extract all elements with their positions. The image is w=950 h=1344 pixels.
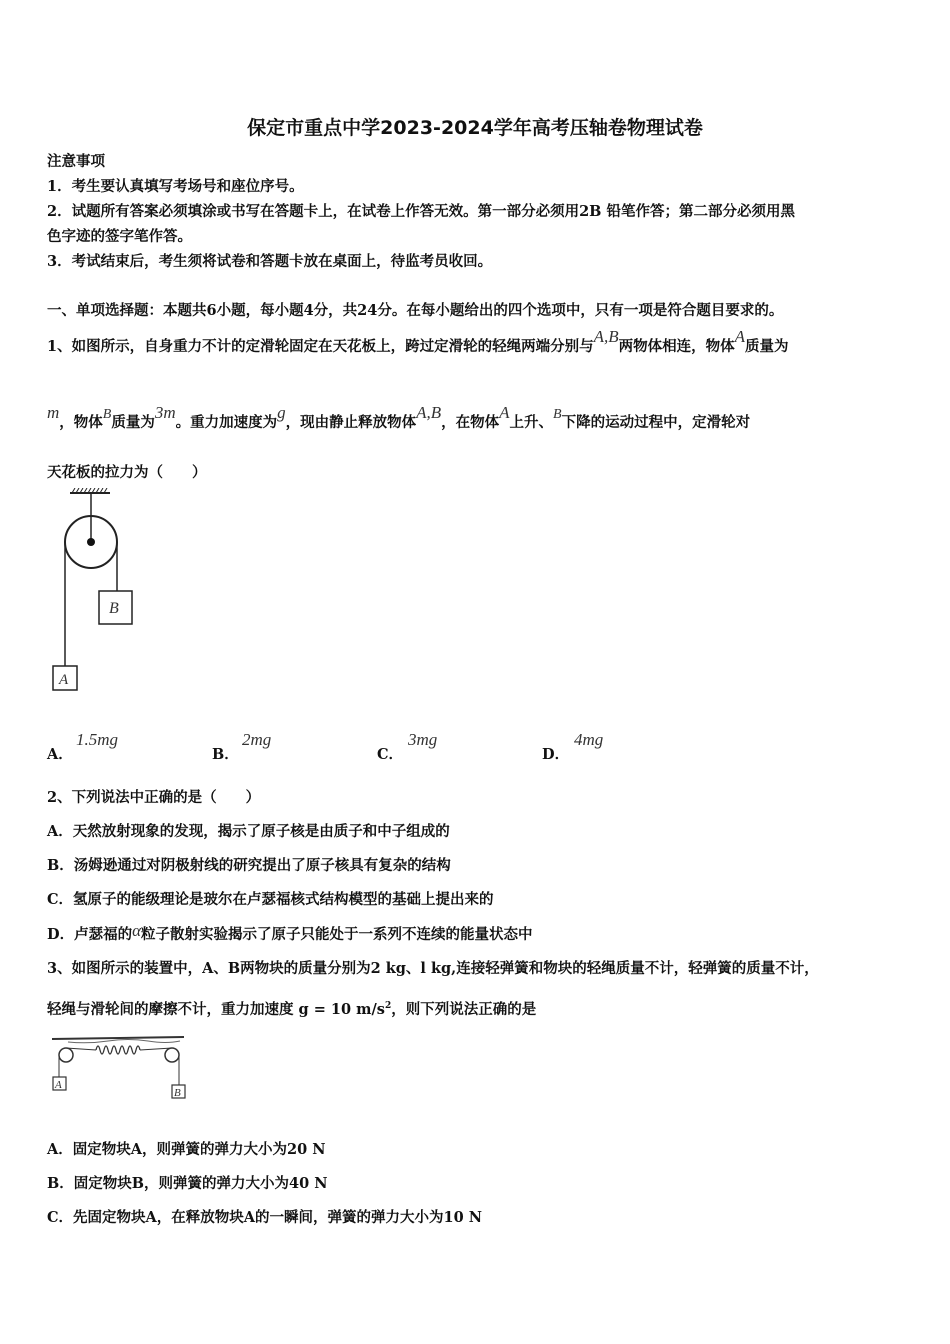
surface-texture (68, 1040, 180, 1043)
q1-var: A,B (593, 327, 619, 346)
q3-exponent: 2 (384, 1001, 392, 1011)
q1-option-b-value: 2mg (242, 730, 272, 749)
q1-option-a-letter: A． (47, 746, 73, 763)
q1-var: A,B (416, 403, 442, 422)
q3-option-b: B．固定物块B，则弹簧的弹力大小为40 N (47, 1175, 328, 1192)
q1-text: 质量为 (745, 338, 789, 355)
q1-text: 。重力加速度为 (175, 414, 278, 431)
section-heading: 一、单项选择题：本题共6小题，每小题4分，共24分。在每小题给出的四个选项中，只有一项是符合题目要求的。 (47, 302, 784, 319)
spring (96, 1046, 140, 1054)
notice-item-2: 2．试题所有答案必须填涂或书写在答题卡上，在试卷上作答无效。第一部分必须用2B 铅笔作答；第二部分必须用黑 (47, 203, 795, 220)
q1-text: 上升、 (509, 414, 554, 431)
q2-option-d-text: 粒子散射实验揭示了原子只能处于一系列不连续的能量状态中 (141, 926, 533, 943)
q3-stem-1: 3、如图所示的装置中，A、B两物块的质量分别为2 kg、l kg,连接轻弹簧和物块的轻绳质量不计，轻弹簧的质量不计， (47, 960, 819, 977)
q1-text: ，物体 (59, 414, 103, 431)
q1-option-d-letter: D． (542, 746, 570, 763)
q2-option-b: B．汤姆逊通过对阴极射线的研究提出了原子核具有复杂的结构 (47, 857, 451, 874)
q1-option-b-letter: B． (212, 746, 239, 763)
notice-item-2-cont: 色字迹的签字笔作答。 (47, 228, 192, 245)
q1-var: A (499, 403, 510, 422)
q1-option-c-letter: C． (377, 746, 404, 763)
q3-stem-text: ，则下列说法正确的是 (391, 1000, 537, 1018)
alpha-symbol: α (132, 921, 142, 940)
block-a-label: A (59, 672, 69, 688)
q1-text: 两物体相连，物体 (618, 338, 735, 355)
pulley-left (59, 1048, 73, 1062)
q2-option-d (47, 921, 533, 945)
q1-var: A (734, 327, 746, 346)
q2-stem: 2、下列说法中正确的是（ ） (47, 789, 261, 806)
q1-line-1 (47, 327, 789, 357)
page-title: 保定市重点中学2023-2024学年高考压轴卷物理试卷 (247, 117, 703, 139)
q1-text: ，现由静止释放物体 (285, 414, 417, 431)
q1-text: ，在物体 (441, 414, 500, 431)
notice-item-3: 3．考试结束后，考生须将试卷和答题卡放在桌面上，待监考员收回。 (47, 253, 493, 270)
pulley-figure (46, 488, 146, 698)
q1-var: 3m (154, 403, 176, 422)
q1-var: B (553, 407, 562, 422)
q1-var: B (102, 407, 112, 422)
q1-text: 1、如图所示，自身重力不计的定滑轮固定在天花板上，跨过定滑轮的轻绳两端分别与 (47, 338, 594, 355)
q1-line-2 (47, 403, 751, 434)
q1-option-c-value: 3mg (408, 730, 438, 749)
block-a-label: A (55, 1079, 62, 1091)
block-b-label: B (109, 600, 119, 617)
q2-option-a: A．天然放射现象的发现，揭示了原子核是由质子和中子组成的 (47, 823, 450, 840)
q2-option-c: C．氢原子的能级理论是玻尔在卢瑟福核式结构模型的基础上提出来的 (47, 891, 494, 908)
block-b-label: B (174, 1087, 181, 1099)
q1-text: 下降的运动过程中，定滑轮对 (561, 414, 751, 431)
q1-var: m (47, 403, 60, 422)
notice-item-1: 1．考生要认真填写考场号和座位序号。 (47, 178, 304, 195)
q3-stem-text: 轻绳与滑轮间的摩擦不计，重力加速度 g = 10 m/s (47, 1000, 385, 1018)
q3-option-a: A．固定物块A，则弹簧的弹力大小为20 N (47, 1141, 326, 1158)
q1-option-d-value: 4mg (574, 730, 604, 749)
q2-option-d-text: D．卢瑟福的 (47, 926, 133, 943)
rough-surface (52, 1037, 184, 1039)
q1-var: g (277, 403, 286, 422)
spring-figure (48, 1025, 188, 1103)
q1-line-3: 天花板的拉力为（ ） (47, 464, 207, 481)
q3-stem-2 (47, 996, 536, 1020)
pulley-right (165, 1048, 179, 1062)
q3-option-c: C．先固定物块A，在释放物块A的一瞬间，弹簧的弹力大小为10 N (47, 1209, 483, 1226)
notice-heading: 注意事项 (47, 153, 105, 170)
q1-option-a-value: 1.5mg (76, 730, 119, 749)
pulley-axle (87, 538, 95, 546)
q1-text: 质量为 (111, 414, 155, 431)
